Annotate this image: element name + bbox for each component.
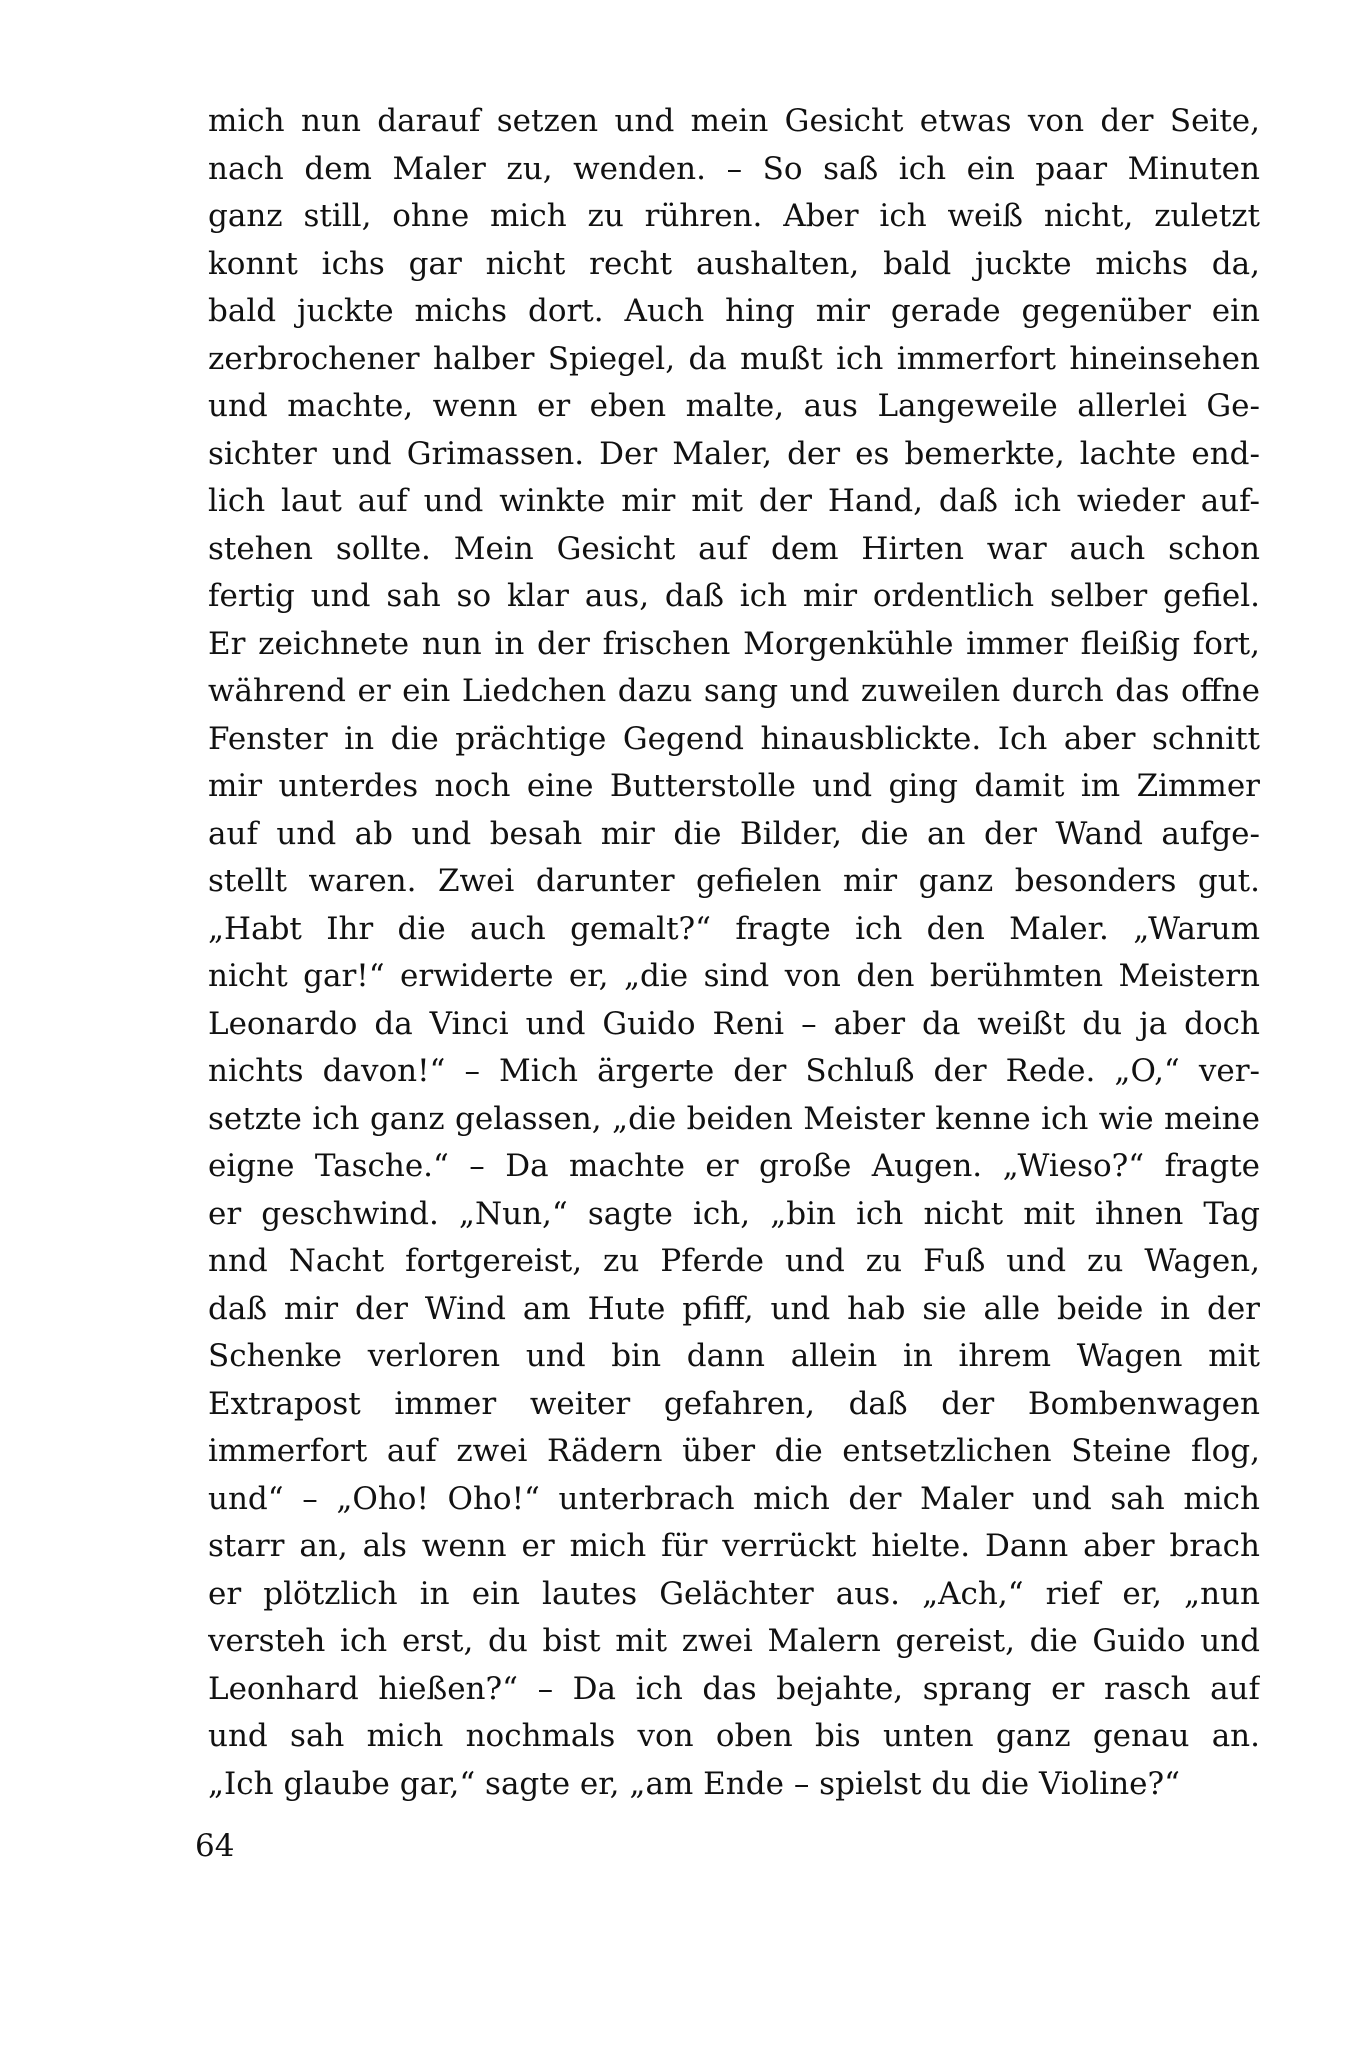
text-line: immerfort auf zwei Rädern über die entsetzlichen Steine flog, [208, 1433, 1260, 1469]
text-line: Leonhard hießen?“ – Da ich das bejahte, sprang er rasch auf [208, 1670, 1260, 1707]
text-line: lich laut auf und winkte mir mit der Hand, daß ich wieder auf- [208, 483, 1260, 519]
text-line: versteh ich erst, du bist mit zwei Malern gereist, die Guido und [208, 1623, 1260, 1659]
text-line: auf und ab und besah mir die Bilder, die an der Wand aufge- [208, 815, 1260, 852]
text-line: stehen sollte. Mein Gesicht auf dem Hirten war auch schon [208, 530, 1260, 567]
text-line: konnt ichs gar nicht recht aushalten, bald juckte michs da, [208, 245, 1260, 282]
text-line: starr an, als wenn er mich für verrückt hielte. Dann aber brach [208, 1528, 1260, 1564]
text-line: nichts davon!“ – Mich ärgerte der Schluß der Rede. „O,“ ver- [208, 1053, 1260, 1089]
text-line: mich nun darauf setzen und mein Gesicht etwas von der Seite, [208, 103, 1260, 139]
text-line: bald juckte michs dort. Auch hing mir gerade gegenüber ein [208, 293, 1260, 329]
text-line: eigne Tasche.“ – Da machte er große Augen. „Wieso?“ fragte [208, 1148, 1260, 1184]
text-line: „Habt Ihr die auch gemalt?“ fragte ich den Maler. „Warum [208, 910, 1260, 947]
text-line: Schenke verloren und bin dann allein in ihrem Wagen mit [208, 1338, 1260, 1374]
text-line: stellt waren. Zwei darunter gefielen mir ganz besonders gut. [208, 863, 1260, 899]
text-line: fertig und sah so klar aus, daß ich mir ordentlich selber gefiel. [208, 578, 1260, 614]
text-line: Extrapost immer weiter gefahren, daß der Bombenwagen [208, 1385, 1260, 1422]
text-line: daß mir der Wind am Hute pfiff, und hab sie alle beide in der [208, 1290, 1260, 1327]
text-line: Fenster in die prächtige Gegend hinausblickte. Ich aber schnitt [208, 720, 1260, 757]
text-line: Leonardo da Vinci und Guido Reni – aber da weißt du ja doch [208, 1005, 1260, 1042]
text-line: sichter und Grimassen. Der Maler, der es bemerkte, lachte end- [208, 435, 1260, 472]
text-line: zerbrochener halber Spiegel, da mußt ich immerfort hineinsehen [208, 340, 1260, 377]
text-line: nach dem Maler zu, wenden. – So saß ich ein paar Minuten [208, 150, 1260, 187]
text-line: und“ – „Oho! Oho!“ unterbrach mich der Maler und sah mich [208, 1480, 1260, 1517]
text-line: Er zeichnete nun in der frischen Morgenkühle immer fleißig fort, [208, 625, 1260, 662]
text-line: er geschwind. „Nun,“ sagte ich, „bin ich nicht mit ihnen Tag [208, 1195, 1260, 1232]
text-line: ganz still, ohne mich zu rühren. Aber ich weiß nicht, zuletzt [208, 198, 1260, 234]
text-line: nnd Nacht fortgereist, zu Pferde und zu Fuß und zu Wagen, [208, 1243, 1260, 1279]
text-line: „Ich glaube gar,“ sagte er, „am Ende – spielst du die Violine?“ [208, 1765, 1180, 1802]
text-line: und sah mich nochmals von oben bis unten ganz genau an. [208, 1718, 1260, 1754]
text-line: während er ein Liedchen dazu sang und zuweilen durch das offne [208, 673, 1260, 709]
text-line: nicht gar!“ erwiderte er, „die sind von den berühmten Meistern [208, 958, 1260, 994]
page-number: 64 [195, 1828, 235, 1864]
text-line: er plötzlich in ein lautes Gelächter aus. „Ach,“ rief er, „nun [208, 1575, 1260, 1612]
text-line: setzte ich ganz gelassen, „die beiden Meister kenne ich wie meine [208, 1100, 1260, 1137]
body-text [208, 98, 1260, 1808]
text-line: mir unterdes noch eine Butterstolle und ging damit im Zimmer [208, 768, 1260, 804]
text-line: und machte, wenn er eben malte, aus Langeweile allerlei Ge- [208, 388, 1260, 424]
